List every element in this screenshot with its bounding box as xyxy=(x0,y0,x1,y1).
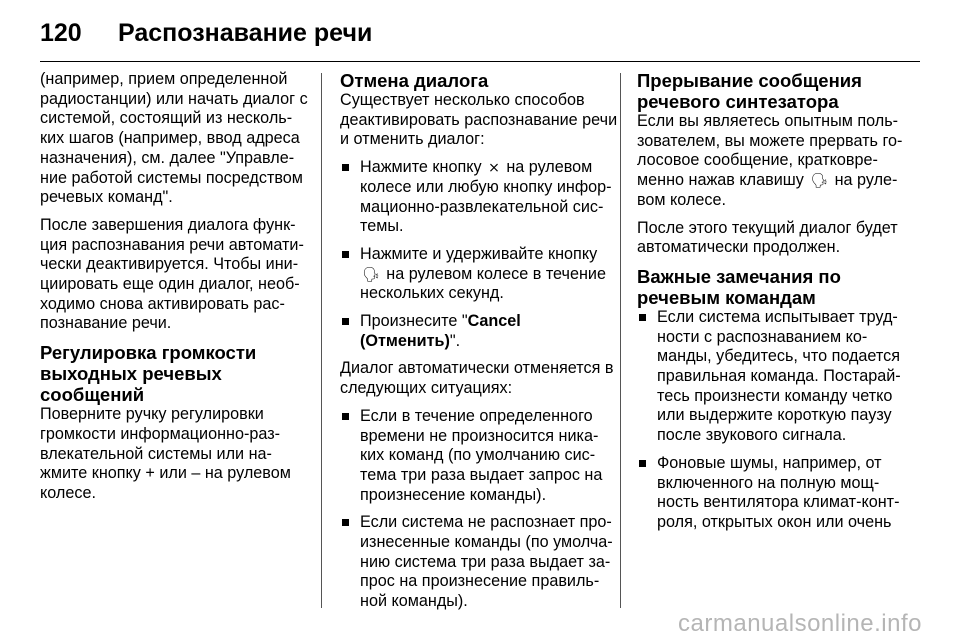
section-heading-notes: Важные замечания по речевым командам xyxy=(637,265,841,308)
paragraph: После завершения диалога функ- ция распознавания речи автомати- чески деактивируется. Чтобы ини- циировать еще один диалог, необ- ходимо снова активировать рас- познавание речи. xyxy=(40,215,304,333)
bullet-icon xyxy=(342,251,349,258)
watermark: carmanualsonline.info xyxy=(678,610,922,637)
list-item: Фоновые шумы, например, от включенного на полную мощ- ность вентилятора климат-конт- роля, открытых окон или очень xyxy=(637,454,917,533)
list-item: Если в течение определенного времени не произносится ника- ких команд (по умолчанию сис- тема три раза выдает запрос на произнесение команды). xyxy=(340,407,618,506)
column-divider xyxy=(620,73,621,608)
paragraph: Если вы являетесь опытным поль- зователем, вы можете прервать го- лосовое сообщение, кратковре- менно нажав клавишу 🗣 на руле- вом колесе. xyxy=(637,112,903,209)
list-item: Нажмите кнопку ⨯ на рулевом колесе или любую кнопку инфор- мационно-развлекательной сис- темы. xyxy=(340,158,618,237)
bullet-icon xyxy=(342,519,349,526)
list-item: Нажмите и удерживайте кнопку 🗣 на рулевом колесе в течение нескольких секунд. xyxy=(340,245,618,304)
voice-icon: 🗣 xyxy=(362,265,380,282)
list-item: Если система не распознает про- изнесенные команды (по умолча- нию система три раза выдает за- прос на произнесение правиль- ной команды). xyxy=(340,513,618,612)
bullet-list xyxy=(340,407,618,612)
list-item: Произнесите "Cancel (Отменить)". xyxy=(340,312,618,351)
column-3 xyxy=(637,70,917,541)
voice-command: Cancel (Отменить) xyxy=(360,312,521,350)
voice-icon: 🗣 xyxy=(810,172,829,189)
header-rule xyxy=(40,61,920,62)
list-item: Если система испытывает труд- ности с распознаванием ко- манды, убедитесь, что подается правильная команда. Постарай- тесь произнести команду четко или выдержите короткую паузу после звукового сигнала. xyxy=(637,308,917,446)
section-heading-cancel: Отмена диалога xyxy=(340,70,489,91)
paragraph: Диалог автоматически отменяется в следующих ситуациях: xyxy=(340,359,614,398)
column-1 xyxy=(40,70,318,512)
bullet-icon xyxy=(342,318,349,325)
bullet-list xyxy=(637,308,917,533)
bullet-icon xyxy=(639,314,646,321)
paragraph: Поверните ручку регулировки громкости информационно-раз- влекательной системы или на- жмите кнопку + или – на рулевом колесе. xyxy=(40,405,291,502)
column-2 xyxy=(340,70,618,620)
page-title: Распознавание речи xyxy=(118,19,373,47)
paragraph: (например, прием определенной радиостанции) или начать диалог с системой, состоящий из несколь- ких шагов (например, ввод адреса назначения), см. далее "Управле- ние работой системы посредством речевых команд". xyxy=(40,70,308,207)
bullet-icon xyxy=(639,460,646,467)
paragraph: После этого текущий диалог будет автоматически продолжен. xyxy=(637,218,898,257)
paragraph: Существует несколько способов деактивировать распознавание речи и отменить диалог: xyxy=(340,91,618,149)
mute-call-icon: ⨯ xyxy=(488,159,500,176)
section-heading-interrupt: Прерывание сообщения речевого синтезатора xyxy=(637,70,862,112)
page-header xyxy=(40,18,920,48)
bullet-icon xyxy=(342,413,349,420)
section-heading-volume: Регулировка громкости выходных речевых сообщений xyxy=(40,342,257,406)
bullet-list xyxy=(340,158,618,351)
column-divider xyxy=(321,73,322,608)
page-number: 120 xyxy=(40,19,82,47)
bullet-icon xyxy=(342,164,349,171)
